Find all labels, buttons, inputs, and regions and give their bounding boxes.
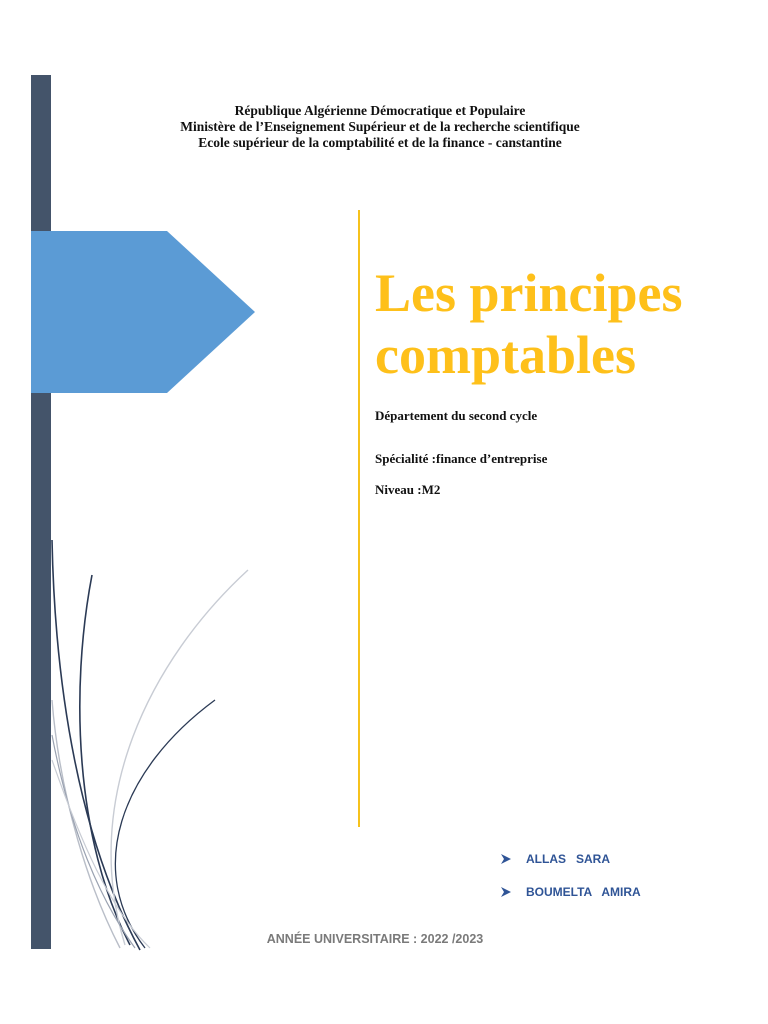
institution-header bbox=[130, 103, 630, 151]
authors-list bbox=[500, 850, 720, 916]
author-name: ALLAS SARA bbox=[526, 851, 610, 866]
academic-year: ANNÉE UNIVERSITAIRE : 2022 /2023 bbox=[266, 932, 484, 946]
decorative-arrow-shape bbox=[31, 231, 255, 393]
decorative-curves bbox=[0, 540, 300, 960]
level-text: Niveau :M2 bbox=[375, 482, 441, 497]
speciality-text: Spécialité :finance d’entreprise bbox=[375, 451, 548, 466]
header-line-ministry: Ministère de l’Enseignement Supérieur et de la recherche scientifique bbox=[180, 119, 580, 134]
header-line-republic: République Algérienne Démocratique et Populaire bbox=[234, 103, 526, 118]
arrow-bullet-icon bbox=[500, 853, 512, 865]
author-name: BOUMELTA AMIRA bbox=[526, 884, 641, 899]
list-item bbox=[500, 883, 720, 900]
header-line-school: Ecole supérieur de la comptabilité et de la finance - canstantine bbox=[198, 135, 562, 150]
department-text: Département du second cycle bbox=[375, 408, 538, 423]
document-title bbox=[375, 262, 755, 386]
list-item bbox=[500, 850, 720, 867]
title-line-1: Les principes bbox=[375, 263, 683, 323]
vertical-divider bbox=[358, 210, 360, 827]
title-line-2: comptables bbox=[375, 325, 636, 385]
arrow-bullet-icon bbox=[500, 886, 512, 898]
